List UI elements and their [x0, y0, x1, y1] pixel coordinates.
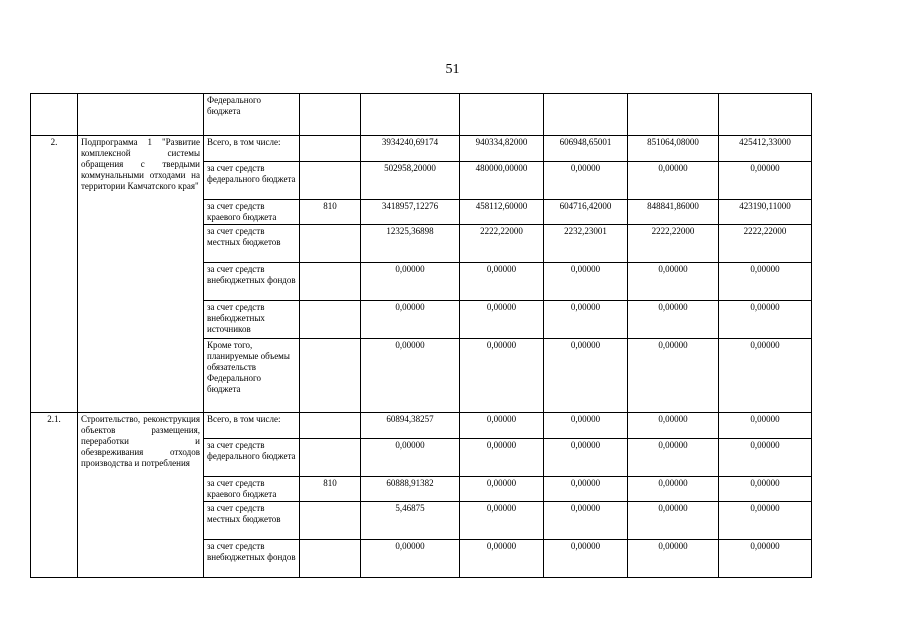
- code-cell: [300, 94, 361, 136]
- source-cell: за счет средств внебюджетных источников: [204, 301, 300, 339]
- year1-cell: 940334,82000: [460, 136, 544, 162]
- total-cell: 3418957,12276: [361, 200, 460, 225]
- program-name-cell: Подпрограмма 1 "Развитие комплексной системы обращения с твердыми коммунальными отходами на территории Камчатского края": [78, 136, 204, 413]
- year3-cell: 848841,86000: [628, 200, 719, 225]
- code-cell: 810: [300, 477, 361, 502]
- year3-cell: 0,00000: [628, 339, 719, 413]
- code-cell: [300, 162, 361, 200]
- year2-cell: 0,00000: [544, 439, 628, 477]
- year4-cell: 0,00000: [719, 439, 812, 477]
- year2-cell: 0,00000: [544, 540, 628, 578]
- year4-cell: 0,00000: [719, 413, 812, 439]
- table-row: [31, 136, 812, 162]
- code-cell: [300, 502, 361, 540]
- year2-cell: [544, 94, 628, 136]
- table-row: [31, 94, 812, 136]
- year3-cell: 0,00000: [628, 301, 719, 339]
- year2-cell: 0,00000: [544, 502, 628, 540]
- table-row: [31, 413, 812, 439]
- year4-cell: 423190,11000: [719, 200, 812, 225]
- year2-cell: 0,00000: [544, 162, 628, 200]
- year3-cell: 0,00000: [628, 413, 719, 439]
- row-number-cell: 2.1.: [31, 413, 78, 578]
- total-cell: 502958,20000: [361, 162, 460, 200]
- year2-cell: 0,00000: [544, 301, 628, 339]
- year4-cell: 0,00000: [719, 162, 812, 200]
- year1-cell: 0,00000: [460, 502, 544, 540]
- code-cell: [300, 263, 361, 301]
- source-cell: Всего, в том числе:: [204, 413, 300, 439]
- year4-cell: 2222,22000: [719, 225, 812, 263]
- year4-cell: 0,00000: [719, 301, 812, 339]
- year3-cell: 0,00000: [628, 502, 719, 540]
- code-cell: [300, 339, 361, 413]
- year3-cell: 851064,08000: [628, 136, 719, 162]
- year3-cell: 2222,22000: [628, 225, 719, 263]
- year2-cell: 0,00000: [544, 413, 628, 439]
- total-cell: 60888,91382: [361, 477, 460, 502]
- total-cell: 5,46875: [361, 502, 460, 540]
- year4-cell: [719, 94, 812, 136]
- source-cell: за счет средств краевого бюджета: [204, 200, 300, 225]
- year3-cell: 0,00000: [628, 263, 719, 301]
- source-cell: Кроме того, планируемые объемы обязательств Федерального бюджета: [204, 339, 300, 413]
- page-number: 51: [445, 62, 460, 77]
- year2-cell: 2232,23001: [544, 225, 628, 263]
- source-cell: Федерального бюджета: [204, 94, 300, 136]
- total-cell: 60894,38257: [361, 413, 460, 439]
- year1-cell: 480000,00000: [460, 162, 544, 200]
- source-cell: за счет средств федерального бюджета: [204, 439, 300, 477]
- year1-cell: 458112,60000: [460, 200, 544, 225]
- year1-cell: 0,00000: [460, 413, 544, 439]
- year1-cell: 0,00000: [460, 439, 544, 477]
- total-cell: 12325,36898: [361, 225, 460, 263]
- year4-cell: 0,00000: [719, 540, 812, 578]
- code-cell: [300, 540, 361, 578]
- code-cell: [300, 439, 361, 477]
- year2-cell: 604716,42000: [544, 200, 628, 225]
- year3-cell: 0,00000: [628, 439, 719, 477]
- year3-cell: [628, 94, 719, 136]
- name-cell: [78, 94, 204, 136]
- year1-cell: [460, 94, 544, 136]
- code-cell: [300, 413, 361, 439]
- year3-cell: 0,00000: [628, 477, 719, 502]
- code-cell: [300, 136, 361, 162]
- total-cell: 0,00000: [361, 263, 460, 301]
- year4-cell: 0,00000: [719, 263, 812, 301]
- year1-cell: 0,00000: [460, 263, 544, 301]
- year1-cell: 2222,22000: [460, 225, 544, 263]
- year2-cell: 606948,65001: [544, 136, 628, 162]
- year4-cell: 0,00000: [719, 502, 812, 540]
- code-cell: [300, 225, 361, 263]
- total-cell: 3934240,69174: [361, 136, 460, 162]
- total-cell: 0,00000: [361, 339, 460, 413]
- year4-cell: 0,00000: [719, 339, 812, 413]
- program-name-cell: Строительство, реконструкция объектов размещения, переработки и обезвреживания отходов производства и потребления: [78, 413, 204, 578]
- year3-cell: 0,00000: [628, 162, 719, 200]
- total-cell: 0,00000: [361, 540, 460, 578]
- total-cell: 0,00000: [361, 439, 460, 477]
- year3-cell: 0,00000: [628, 540, 719, 578]
- year4-cell: 0,00000: [719, 477, 812, 502]
- source-cell: Всего, в том числе:: [204, 136, 300, 162]
- total-cell: [361, 94, 460, 136]
- year1-cell: 0,00000: [460, 540, 544, 578]
- code-cell: 810: [300, 200, 361, 225]
- year2-cell: 0,00000: [544, 477, 628, 502]
- source-cell: за счет средств внебюджетных фондов: [204, 263, 300, 301]
- year1-cell: 0,00000: [460, 301, 544, 339]
- source-cell: за счет средств местных бюджетов: [204, 502, 300, 540]
- year1-cell: 0,00000: [460, 477, 544, 502]
- budget-table: [30, 93, 812, 578]
- row-number-cell: 2.: [31, 136, 78, 413]
- row-number-cell: [31, 94, 78, 136]
- source-cell: за счет средств краевого бюджета: [204, 477, 300, 502]
- year2-cell: 0,00000: [544, 339, 628, 413]
- year1-cell: 0,00000: [460, 339, 544, 413]
- year4-cell: 425412,33000: [719, 136, 812, 162]
- source-cell: за счет средств федерального бюджета: [204, 162, 300, 200]
- table-body: [31, 94, 812, 578]
- code-cell: [300, 301, 361, 339]
- source-cell: за счет средств внебюджетных фондов: [204, 540, 300, 578]
- total-cell: 0,00000: [361, 301, 460, 339]
- source-cell: за счет средств местных бюджетов: [204, 225, 300, 263]
- year2-cell: 0,00000: [544, 263, 628, 301]
